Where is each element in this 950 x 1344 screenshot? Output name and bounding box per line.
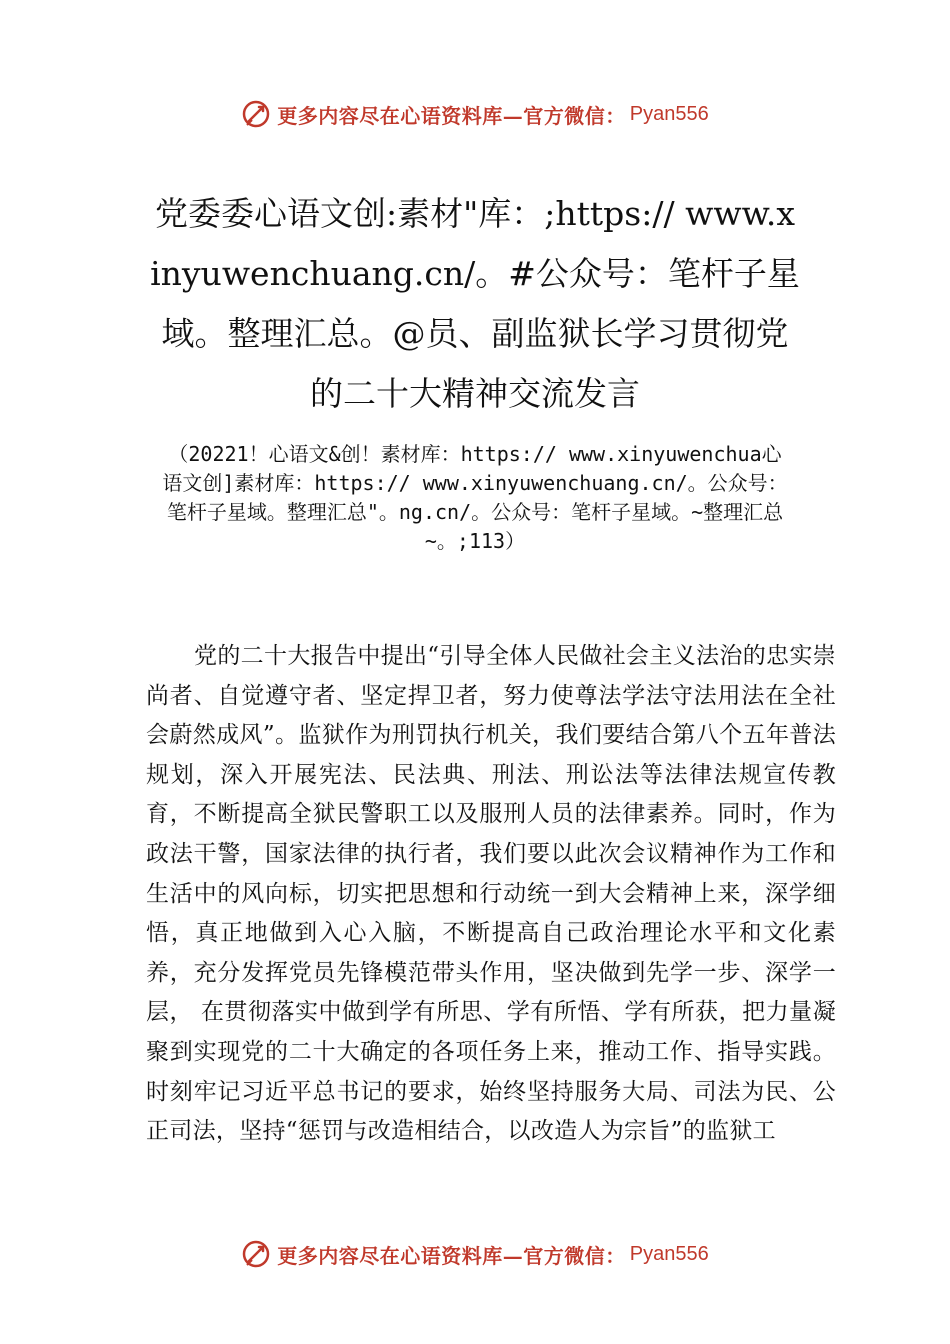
header-banner-text: 更多内容尽在心语资料库—官方微信： (277, 103, 626, 128)
body-paragraph: 党的二十大报告中提出“引导全体人民做社会主义法治的忠实崇尚者、自觉遵守者、坚定捍卫者，努力使尊法学法守法用法在全社会蔚然成风”。监狱作为刑罚执行机关，我们要结合第八个五年普法规划，深入开展宪法、民法典、刑法、刑讼法等法律法规宣传教育，不断提高全狱民警职工以及服刑人员的法律素养。同时，作为政法干警，国家法律的执行者，我们要以此次会议精神作为工作和生活中的风向标，切实把思想和行动统一到大会精神上来，深学细悟，真正地做到入心入脑，不断提高自己政治理论水平和文化素养，充分发挥党员先锋模范带头作用，坚决做到先学一步、深学一层， 在贯彻落实中做到学有所思、学有所悟、学有所获，把力量凝聚到实现党的二十大确定的各项任务上来，推动工作、指导实践。时刻牢记习近平总书记的要求，始终坚持服务大局、司法为民、公正司法，坚持“惩罚与改造相结合，以改造人为宗旨”的监狱工 (146, 643, 836, 1145)
header-wechat-id: Pyan556 (629, 102, 709, 125)
footer-wechat-id: Pyan556 (629, 1242, 709, 1265)
document-subtitle: （20221！心语文&创！素材库：https:// www.xinyuwenchua心语文创]素材库：https:// www.xinyuwenchuang.cn/。公众号：笔杆子星域。整理汇总"。ng.cn/。公众号：笔杆子星域。~整理汇总~。;113） (162, 442, 788, 553)
quill-seal-icon (241, 99, 271, 129)
quill-seal-icon (241, 1239, 271, 1269)
footer-banner (0, 1234, 950, 1274)
document-title: 党委委心语文创:素材"库：;https:// www.xinyuwenchuang.cn/。#公众号：笔杆子星域。整理汇总。@员、副监狱长学习贯彻党的二十大精神交流发言 (150, 194, 800, 413)
header-banner (0, 94, 950, 134)
footer-banner-text: 更多内容尽在心语资料库—官方微信： (277, 1243, 626, 1268)
